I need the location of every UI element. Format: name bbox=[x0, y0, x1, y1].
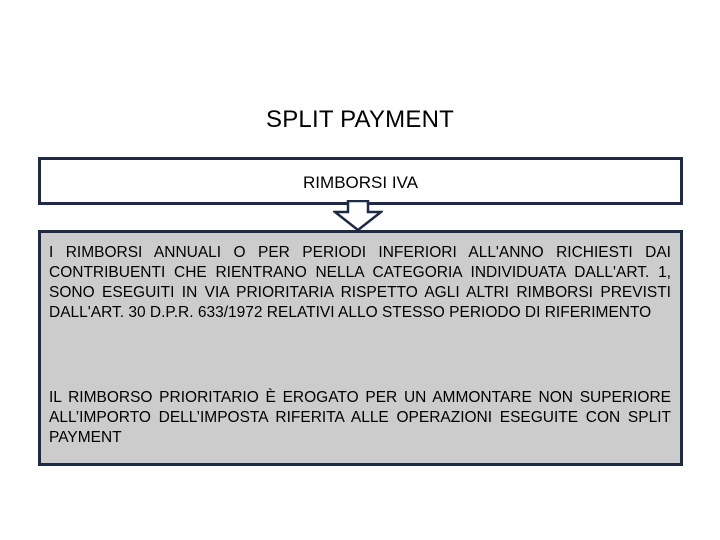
page-title: SPLIT PAYMENT bbox=[266, 106, 454, 133]
content-box bbox=[38, 230, 683, 466]
header-label: RIMBORSI IVA bbox=[303, 173, 418, 192]
down-arrow-icon bbox=[333, 200, 383, 232]
header-box bbox=[38, 157, 683, 205]
paragraph-priority-refunds: I RIMBORSI ANNUALI O PER PERIODI INFERIORI ALL'ANNO RICHIESTI DAI CONTRIBUENTI CHE RIENTRANO NELLA CATEGORIA INDIVIDUATA DALL'ART. 1, SONO ESEGUITI IN VIA PRIORITARIA RISPETTO AGLI ALTRI RIMBORSI PREVISTI DALL'ART. 30 D.P.R. 633/1972 RELATIVI ALLO STESSO PERIODO DI RIFERIMENTO bbox=[49, 244, 671, 321]
paragraph-refund-amount: IL RIMBORSO PRIORITARIO È EROGATO PER UN AMMONTARE NON SUPERIORE ALL’IMPORTO DELL’IMPOSTA RIFERITA ALLE OPERAZIONI ESEGUITE CON SPLIT PAYMENT bbox=[49, 389, 671, 446]
